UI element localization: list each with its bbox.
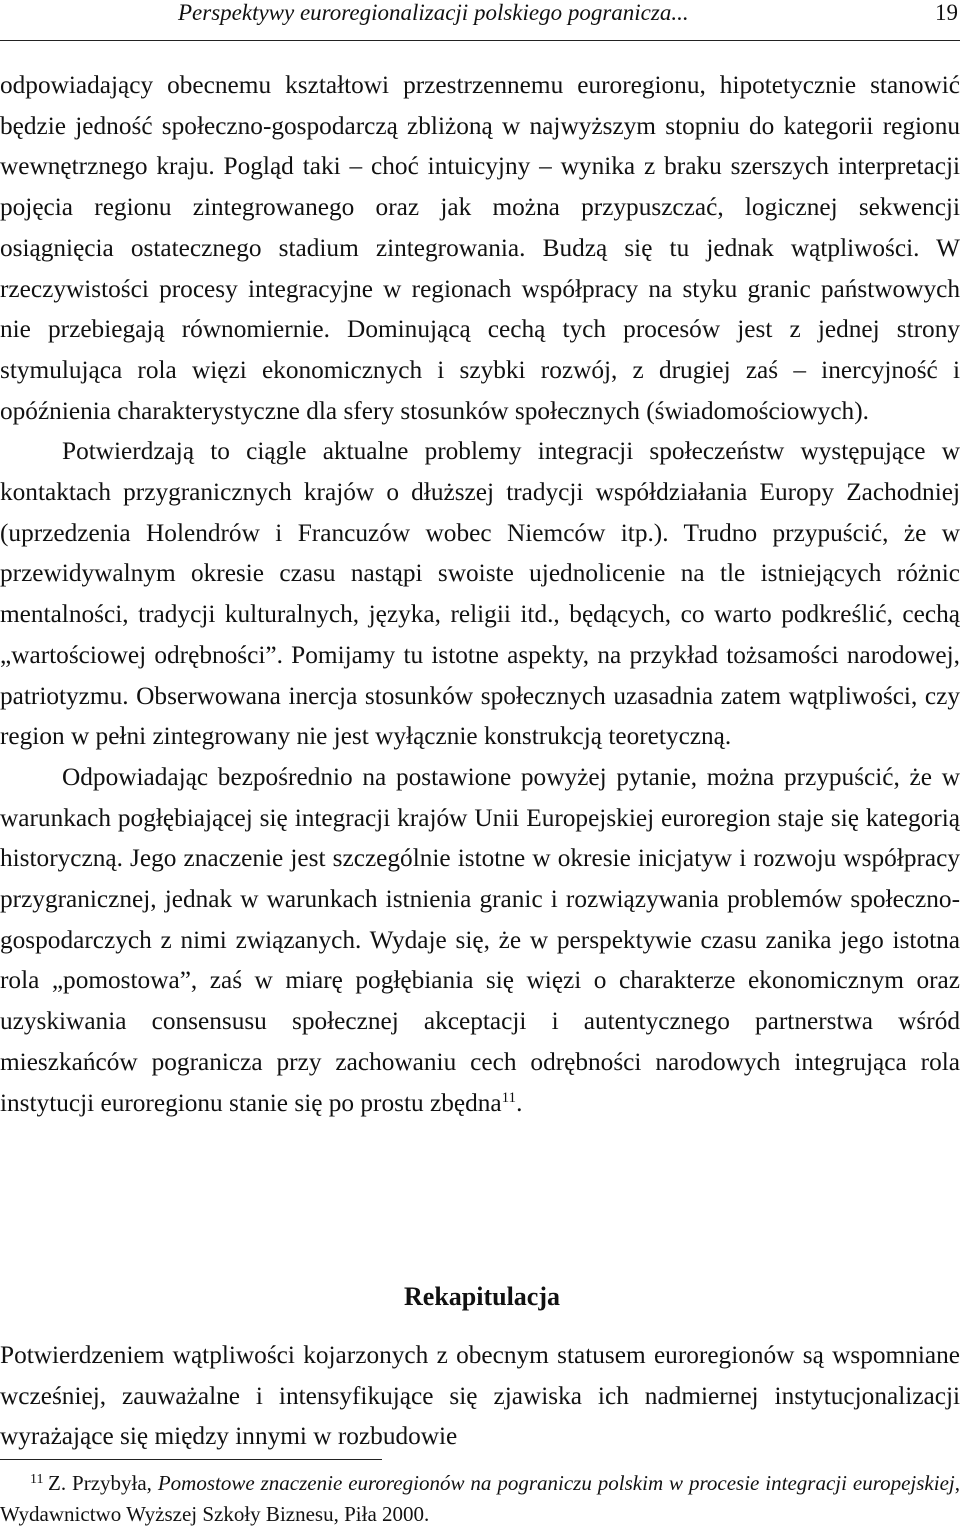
section-paragraph: Potwierdzeniem wątpliwości kojarzonych z obecnym statusem euroregionów są wspomniane wcześniej, zauważalne i intensyfikujące się zjawiska ich nadmiernej instytucjonalizacji wyrażające się między innymi w rozbudowie — [0, 1341, 960, 1451]
paragraph-3 — [0, 757, 960, 1123]
section-heading-text: Rekapitulacja — [404, 1282, 560, 1311]
paragraph-1: odpowiadający obecnemu kształtowi przestrzennemu euroregionu, hipotetycznie stanowić będzie jedność społeczno-gospodarczą zbliżoną w najwyższym stopniu do kategorii regionu wewnętrznego kraju. Pogląd taki – choć intuicyjny – wynika z braku szerszych interpretacji pojęcia regionu zintegrowanego oraz jak można przypuszczać, logicznej sekwencji osiągnięcia ostatecznego stadium zintegrowania. Budzą się tu jednak wątpliwości. W rzeczywistości procesy integracyjne w regionach współpracy na styku granic państwowych nie przebiegają równomiernie. Dominującą cechą tych procesów jest z jednej strony stymulująca rola więzi ekonomicznych i szybki rozwój, z drugiej zaś – inercyjność i opóźnienia charakterystyczne dla sfery stosunków społecznych (świadomościowych). — [0, 71, 960, 425]
page-number: 19 — [935, 0, 958, 25]
footnote-title: Pomostowe znaczenie euroregionów na pograniczu polskim w procesie integracji europejskiej — [157, 1471, 955, 1495]
footnote-reference[interactable]: 11 — [501, 1089, 517, 1106]
body-text — [0, 65, 960, 1123]
section-body — [0, 1335, 960, 1457]
paragraph-3-text: Odpowiadając bezpośrednio na postawione powyżej pytanie, można przypuścić, że w warunkach pogłębiającej się integracji krajów Unii Europejskiej euroregion staje się kategorią historyczną. Jego znaczenie jest szczególnie istotne w okresie inicjatyw i rozwoju współpracy przygranicznej, jednak w warunkach istnienia granic i rozwiązywania problemów społeczno-gospodarczych z nimi związanych. Wydaje się, że w perspektywie czasu zanika jego istotna rola „pomostowa”, zaś w miarę pogłębiania się więzi o charakterze ekonomicznym oraz uzyskiwania consensusu społecznej akceptacji i autentycznego partnerstwa wśród mieszkańców pogranicza przy zachowaniu cech odrębności narodowych integrująca rola instytucji euroregionu stanie się po prostu zbędna — [0, 762, 960, 1117]
footnote-divider — [0, 1459, 382, 1460]
paragraph-3-end: . — [516, 1088, 523, 1117]
paragraph-2: Potwierdzają to ciągle aktualne problemy integracji społeczeństw występujące w kontaktach przygranicznych krajów o dłuższej tradycji współdziałania Europy Zachodniej (uprzedzenia Holendrów i Francuzów wobec Niemców itp.). Trudno przypuścić, że w przewidywalnym okresie czasu nastąpi swoiste ujednolicenie na tle istniejących różnic mentalności, tradycji kulturalnych, języka, religii itd., będących, co warto podkreślić, cechą „wartościowej odrębności”. Pomijamy tu istotne aspekty, na przykład tożsamości narodowej, patriotyzmu. Obserwowana inercja stosunków społecznych uzasadnia zatem wątpliwości, czy region w pełni zintegrowany nie jest wyłącznie konstrukcją teoretyczną. — [0, 437, 960, 751]
footnote-publisher: , Wydawnictwo Wyższej Szkoły Biznesu, Piła 2000. — [0, 1471, 960, 1526]
running-title: Perspektywy euroregionalizacji polskiego pogranicza... — [178, 0, 689, 25]
section-heading — [0, 1280, 960, 1314]
footnote: 11 Z. Przybyła, Pomostowe znaczenie euroregionów na pograniczu polskim w procesie integracji europejskiej, Wydawnictwo Wyższej Szkoły Biznesu, Piła 2000. — [0, 1471, 960, 1526]
footnote-author: Z. Przybyła, — [48, 1471, 152, 1495]
running-header — [0, 0, 960, 41]
